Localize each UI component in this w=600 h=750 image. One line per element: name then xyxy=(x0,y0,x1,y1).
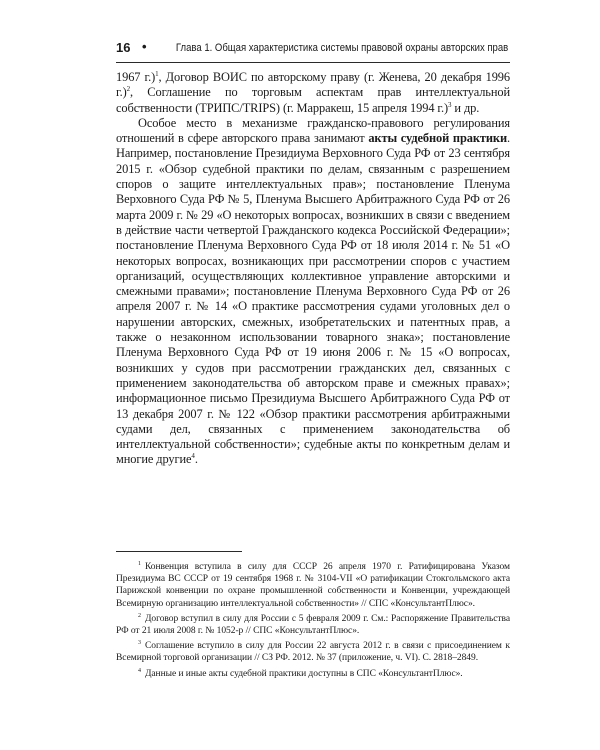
page-header xyxy=(116,39,508,56)
running-title: Глава 1. Общая характеристика системы правовой охраны авторских прав xyxy=(175,42,508,54)
footnote-text: Конвенция вступила в силу для СССР 26 апреля 1970 г. Ратифицирована Указом Президиума ВС СССР от 19 сентября 1968 г. № 3104-VII «О ратификации Стокгольмского акта Парижской конвенции по охране промышленной собственности и Конвенции, учреждающей Всемирную организацию интеллектуальной собственности» // СПС «КонсультантПлюс». xyxy=(116,562,510,609)
footnote-3 xyxy=(116,640,510,664)
header-separator-dot: • xyxy=(142,39,147,54)
footnote-ref-4[interactable]: 4 xyxy=(191,452,195,461)
footnote-text: Договор вступил в силу для России с 5 февраля 2009 г. См.: Распоряжение Правительства РФ от 21 июля 2008 г. № 1052-р // СПС «КонсультантПлюс». xyxy=(116,613,510,637)
footnotes xyxy=(116,561,510,683)
footnote-ref-1[interactable]: 1 xyxy=(155,70,159,78)
footnote-text: Соглашение вступило в силу для России 22 августа 2012 г. в связи с присоединением к Всемирной торговой организации // СЗ РФ. 2012. № 37 (приложение, ч. VI). С. 2818–2849. xyxy=(116,641,510,664)
footnote-marker: 1 xyxy=(138,561,141,567)
footnote-marker: 3 xyxy=(138,640,141,647)
footnote-text: Данные и иные акты судебной практики доступны в СПС «КонсультантПлюс». xyxy=(144,668,463,679)
header-rule xyxy=(116,62,510,63)
footnote-4 xyxy=(116,668,510,680)
paragraph-judicial-practice xyxy=(116,116,510,468)
footnote-1 xyxy=(116,561,510,610)
footnote-marker: 2 xyxy=(138,612,141,619)
text-run: , Соглашение по торговым аспектам прав интеллектуальной собственности (ТРИПС/TRIPS) (г. Марракеш, 15 апреля 1994 г.) xyxy=(116,85,510,115)
bold-term: акты судебной практики xyxy=(368,131,507,146)
footnote-ref-3[interactable]: 3 xyxy=(448,100,452,109)
text-run: и др. xyxy=(451,100,480,115)
page-number: 16 xyxy=(116,40,131,55)
text-run: . Например, постановление Президиума Верховного Суда РФ от 23 сентября 2015 г. «Обзор судебной практики по делам, связанным с разрешением споров о защите интеллектуальных прав»; постановление Пленума Верховного Суда РФ № 5, Пленума Высшего Арбитражного Суда РФ от 26 марта 2009 г. № 29 «О некоторых вопросах, возникших в связи с введением в действие части четвертой Гражданского кодекса Российской Федерации»; постановление Пленума Верховного Суда РФ от 18 июля 2014 г. № 51 «О некоторых вопросах, возникающих при рассмотрении споров с участием организаций, осуществляющих коллективное управление авторскими и смежными правами»; постановление Пленума Верховного Суда РФ от 26 апреля 2007 г. № 14 «О практике рассмотрения судами уголовных дел о нарушении авторских, смежных, изобретательских и патентных прав, а также о незаконном использовании товарного знака»; постановление Пленума Верховного Суда РФ от 19 июня 2006 г. № 15 «О вопросах, возникших у судов при рассмотрении гражданских дел, связанных с применением законодательства об авторском праве и смежных правах»; информационное письмо Президиума Высшего Арбитражного Суда РФ от 13 декабря 2007 г. № 122 «Обзор практики рассмотрения арбитражными судами дел, связанных с применением законодательства об интеллектуальной собственности»; судебные акты по конкретным делам и многие другие xyxy=(116,131,510,467)
text-run: Особое место в механизме гражданско-правового регулирования отношений в сфере авторского права занимают xyxy=(116,115,510,146)
footnote-separator xyxy=(116,551,242,552)
text-run: . xyxy=(194,452,198,467)
footnote-marker: 4 xyxy=(138,667,141,674)
footnote-ref-2[interactable]: 2 xyxy=(126,85,131,94)
text-run: 1967 г.) xyxy=(116,70,156,84)
text-run: , Договор ВОИС по авторскому праву (г. Женева, 20 декабря 1996 г.) xyxy=(116,70,510,100)
footnote-2 xyxy=(116,613,510,637)
main-text xyxy=(116,70,510,468)
paragraph-continuation xyxy=(116,70,510,116)
